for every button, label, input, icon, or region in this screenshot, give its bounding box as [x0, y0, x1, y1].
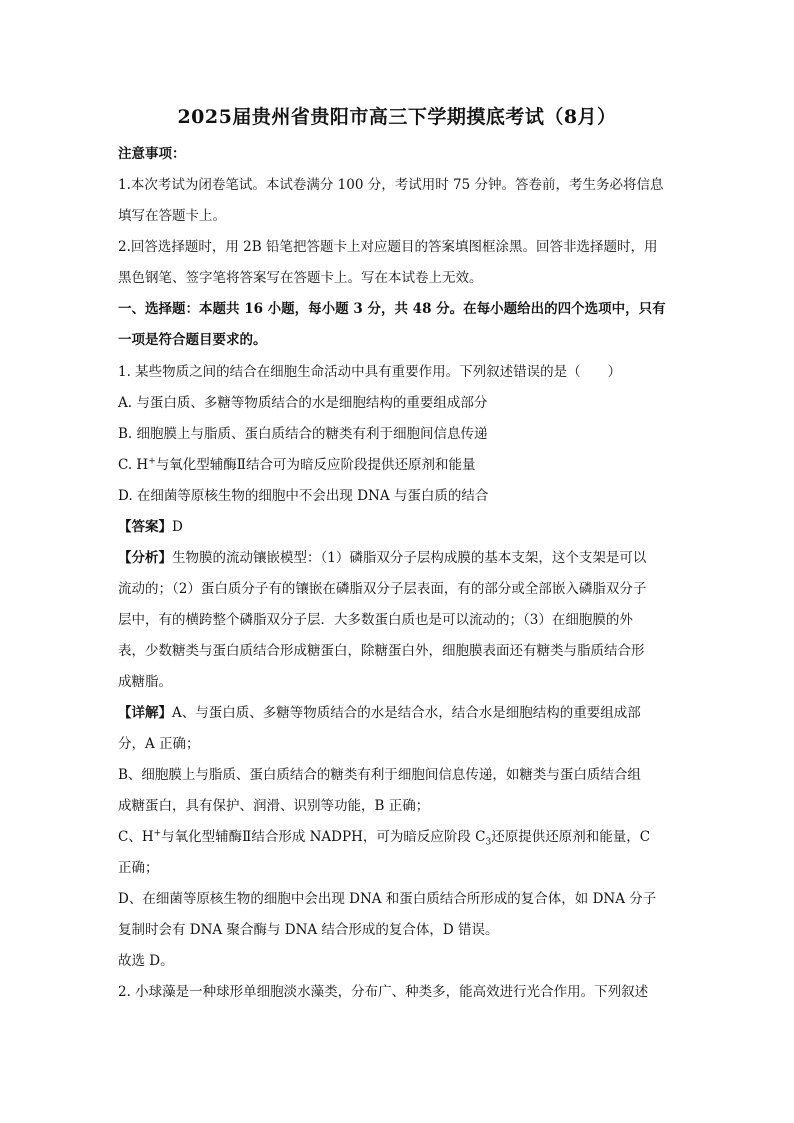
notice-item-1-line-1: 1.本次考试为闭卷笔试。本试卷满分 100 分，考试用时 75 分钟。答卷前，考生务必将信息: [118, 177, 664, 193]
notice-item-1-line-2: 填写在答题卡上。: [118, 208, 226, 224]
answer-label: 【答案】: [118, 519, 172, 535]
question-1-stem: 1. 某些物质之间的结合在细胞生命活动中具有重要作用。下列叙述错误的是（ ）: [118, 364, 622, 380]
detail-c-middle: 与氧化型辅酶Ⅱ结合形成 NADPH，可为暗反应阶段 C: [161, 829, 486, 845]
detail-a-text-1: A、与蛋白质、多糖等物质结合的水是结合水，结合水是细胞结构的重要组成部: [172, 705, 641, 721]
question-1-option-d: D. 在细菌等原核生物的细胞中不会出现 DNA 与蛋白质的结合: [118, 488, 489, 504]
detail-a-line-2: 分，A 正确；: [118, 736, 200, 752]
detail-b-line-2: 成糖蛋白，具有保护、润滑、识别等功能，B 正确；: [118, 798, 430, 814]
analysis-line-5: 成糖脂。: [118, 674, 172, 690]
question-1-option-b: B. 细胞膜上与脂质、蛋白质结合的糖类有利于细胞间信息传递: [118, 426, 488, 442]
question-1-option-a: A. 与蛋白质、多糖等物质结合的水是细胞结构的重要组成部分: [118, 395, 488, 411]
analysis-line-4: 表，少数糖类与蛋白质结合形成糖蛋白，除糖蛋白外，细胞膜表面还有糖类与脂质结合形: [118, 643, 645, 659]
analysis-text-1: 生物膜的流动镶嵌模型：（1）磷脂双分子层构成膜的基本支架，这个支架是可以: [172, 550, 647, 566]
analysis-line-1: [118, 548, 678, 568]
conclusion-line: 故选 D。: [118, 953, 174, 969]
exam-title: 2025届贵州省贵阳市高三下学期摸底考试（8月）: [177, 106, 617, 128]
detail-c-prefix: C、H: [118, 829, 154, 845]
notice-heading: 注意事项：: [118, 146, 186, 162]
notice-item-2-line-2: 黑色钢笔、签字笔将答案写在答题卡上。写在本试卷上无效。: [118, 270, 483, 286]
detail-b-line-1: B、细胞膜上与脂质、蛋白质结合的糖类有利于细胞间信息传递，如糖类与蛋白质结合组: [118, 767, 641, 783]
analysis-line-3: 层中，有的横跨整个磷脂双分子层．大多数蛋白质也是可以流动的；（3）在细胞膜的外: [118, 612, 633, 628]
option-c-prefix: C. H: [118, 457, 149, 473]
question-2-stem-line-1: 2. 小球藻是一种球形单细胞淡水藻类，分布广、种类多，能高效进行光合作用。下列叙述: [118, 984, 649, 1000]
answer-value: D: [172, 519, 183, 535]
notice-item-2-line-1: 2.回答选择题时，用 2B 铅笔把答题卡上对应题目的答案填图框涂黑。回答非选择题时，用: [118, 239, 658, 255]
detail-d-line-1: D、在细菌等原核生物的细胞中会出现 DNA 和蛋白质结合所形成的复合体，如 DNA 分子: [118, 891, 657, 907]
analysis-label: 【分析】: [118, 550, 172, 566]
detail-c-line-2: 正确；: [118, 860, 159, 876]
answer-line: [118, 517, 678, 537]
analysis-line-2: 流动的；（2）蛋白质分子有的镶嵌在磷脂双分子层表面，有的部分或全部嵌入磷脂双分子: [118, 581, 647, 597]
detail-label: 【详解】: [118, 705, 172, 721]
section-heading-line-2: 一项是符合题目要求的。: [118, 332, 267, 348]
detail-c-suffix: 还原提供还原剂和能量，C: [491, 829, 651, 845]
section-heading-line-1: 一、选择题：本题共 16 小题，每小题 3 分，共 48 分。在每小题给出的四个选项中，只有: [118, 301, 666, 317]
question-1-option-c: [118, 455, 678, 475]
detail-d-line-2: 复制时会有 DNA 聚合酶与 DNA 结合形成的复合体，D 错误。: [118, 922, 499, 938]
detail-c-line-1: [118, 827, 678, 847]
subscript-3: 3: [485, 837, 492, 847]
superscript-plus: +: [153, 828, 162, 839]
option-c-text: 与氧化型辅酶Ⅱ结合可为暗反应阶段提供还原剂和能量: [155, 457, 476, 473]
detail-a-line-1: [118, 703, 678, 723]
superscript-plus: +: [148, 456, 156, 467]
